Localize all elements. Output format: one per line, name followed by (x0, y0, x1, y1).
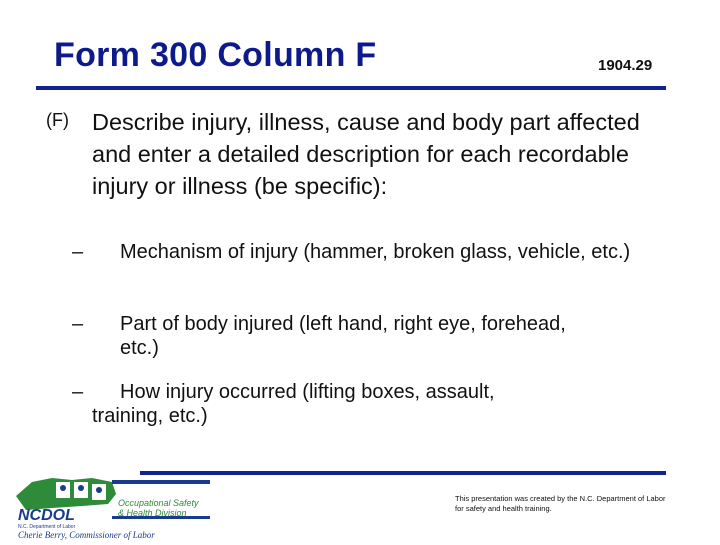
bullet-how-occurred (72, 380, 512, 428)
logo-commissioner: Cherie Berry, Commissioner of Labor (18, 530, 155, 540)
bullet-text: How injury occurred (lifting boxes, assault, training, etc.) (92, 381, 495, 427)
ncdol-logo-icon (12, 472, 212, 540)
bullet-body-part (72, 312, 592, 360)
logo-division-line2: & Health Division (118, 508, 187, 518)
item-description: Describe injury, illness, cause and body part affected and enter a detailed description for each recordable injury or illness (be specific): (92, 109, 640, 199)
logo-acronym: NCDOL (18, 507, 75, 524)
logo-dept: N.C. Department of Labor (18, 524, 76, 530)
regulation-reference: 1904.29 (598, 57, 653, 74)
dash-marker: – (72, 381, 84, 403)
title-divider (36, 86, 666, 90)
slide-title: Form 300 Column F (54, 36, 377, 74)
credit-note: This presentation was created by the N.C. Department of Labor for safety and health training. (455, 494, 666, 513)
logo-division-line1: Occupational Safety (118, 498, 199, 508)
item-marker: (F) (46, 110, 69, 130)
bullet-mechanism (72, 240, 652, 264)
bullet-text: Mechanism of injury (hammer, broken glass, vehicle, etc.) (120, 241, 631, 263)
footer-divider (140, 471, 666, 475)
dash-marker: – (72, 313, 84, 335)
bullet-text: Part of body injured (left hand, right eye, forehead, etc.) (120, 313, 566, 359)
ncdol-logo (12, 472, 212, 540)
dash-marker: – (72, 241, 84, 263)
